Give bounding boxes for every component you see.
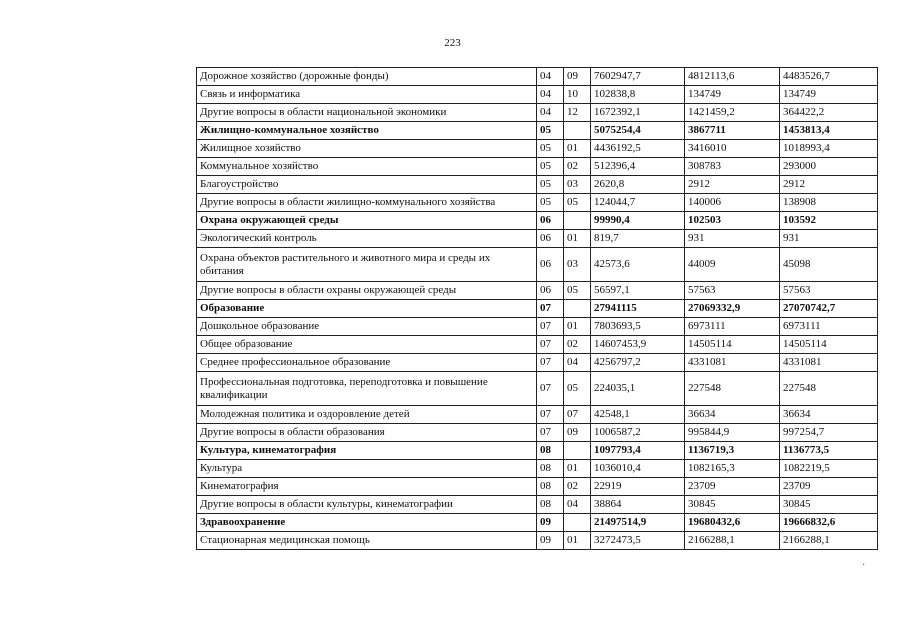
- cell-section: 07: [537, 406, 564, 424]
- cell-amount-2: 227548: [685, 372, 780, 406]
- cell-amount-2: 30845: [685, 496, 780, 514]
- cell-amount-3: 227548: [780, 372, 878, 406]
- cell-section: 05: [537, 122, 564, 140]
- cell-amount-2: 102503: [685, 212, 780, 230]
- cell-name: Другие вопросы в области охраны окружающей среды: [197, 282, 537, 300]
- cell-amount-1: 38864: [591, 496, 685, 514]
- cell-section: 05: [537, 158, 564, 176]
- cell-amount-1: 1006587,2: [591, 424, 685, 442]
- cell-section: 08: [537, 496, 564, 514]
- table-row: [197, 460, 878, 478]
- cell-subsection: 09: [564, 424, 591, 442]
- cell-amount-1: 3272473,5: [591, 532, 685, 550]
- cell-name: Благоустройство: [197, 176, 537, 194]
- cell-amount-2: 36634: [685, 406, 780, 424]
- cell-amount-3: 2166288,1: [780, 532, 878, 550]
- cell-subsection: [564, 514, 591, 532]
- table-section-row: [197, 122, 878, 140]
- cell-section: 04: [537, 86, 564, 104]
- cell-name: Жилищное хозяйство: [197, 140, 537, 158]
- cell-amount-1: 7803693,5: [591, 318, 685, 336]
- table-row: [197, 496, 878, 514]
- cell-amount-1: 1097793,4: [591, 442, 685, 460]
- cell-name: Образование: [197, 300, 537, 318]
- cell-section: 07: [537, 300, 564, 318]
- cell-amount-3: 57563: [780, 282, 878, 300]
- cell-subsection: 01: [564, 318, 591, 336]
- cell-section: 04: [537, 104, 564, 122]
- cell-section: 06: [537, 212, 564, 230]
- cell-amount-1: 42548,1: [591, 406, 685, 424]
- table-row: [197, 282, 878, 300]
- table-row: [197, 372, 878, 406]
- cell-amount-2: 2166288,1: [685, 532, 780, 550]
- cell-subsection: 05: [564, 194, 591, 212]
- cell-subsection: 01: [564, 532, 591, 550]
- cell-name: Кинематография: [197, 478, 537, 496]
- cell-name: Общее образование: [197, 336, 537, 354]
- cell-amount-1: 42573,6: [591, 248, 685, 282]
- budget-table: [196, 67, 878, 550]
- cell-amount-1: 2620,8: [591, 176, 685, 194]
- cell-section: 08: [537, 478, 564, 496]
- table-row: [197, 318, 878, 336]
- cell-amount-2: 931: [685, 230, 780, 248]
- scan-artifact: ·: [862, 560, 866, 571]
- cell-section: 09: [537, 532, 564, 550]
- cell-amount-3: 1136773,5: [780, 442, 878, 460]
- cell-amount-1: 7602947,7: [591, 68, 685, 86]
- cell-subsection: 04: [564, 496, 591, 514]
- table-section-row: [197, 300, 878, 318]
- cell-amount-3: 4483526,7: [780, 68, 878, 86]
- table-row: [197, 354, 878, 372]
- cell-amount-3: 1018993,4: [780, 140, 878, 158]
- cell-name: Дошкольное образование: [197, 318, 537, 336]
- table-section-row: [197, 514, 878, 532]
- cell-section: 05: [537, 176, 564, 194]
- cell-subsection: 01: [564, 230, 591, 248]
- cell-section: 08: [537, 460, 564, 478]
- cell-amount-3: 45098: [780, 248, 878, 282]
- cell-amount-3: 364422,2: [780, 104, 878, 122]
- cell-amount-1: 224035,1: [591, 372, 685, 406]
- table-row: [197, 230, 878, 248]
- cell-subsection: 05: [564, 282, 591, 300]
- cell-amount-3: 931: [780, 230, 878, 248]
- cell-amount-3: 19666832,6: [780, 514, 878, 532]
- cell-subsection: 01: [564, 460, 591, 478]
- cell-subsection: 10: [564, 86, 591, 104]
- table-row: [197, 532, 878, 550]
- table-row: [197, 336, 878, 354]
- cell-amount-1: 1036010,4: [591, 460, 685, 478]
- cell-amount-2: 3867711: [685, 122, 780, 140]
- cell-amount-3: 1453813,4: [780, 122, 878, 140]
- cell-amount-1: 56597,1: [591, 282, 685, 300]
- table-row: [197, 248, 878, 282]
- cell-section: 05: [537, 140, 564, 158]
- cell-amount-2: 3416010: [685, 140, 780, 158]
- table-row: [197, 86, 878, 104]
- cell-name: Коммунальное хозяйство: [197, 158, 537, 176]
- cell-amount-3: 1082219,5: [780, 460, 878, 478]
- cell-amount-1: 21497514,9: [591, 514, 685, 532]
- cell-subsection: 02: [564, 158, 591, 176]
- cell-subsection: [564, 442, 591, 460]
- cell-name: Другие вопросы в области культуры, кинематографии: [197, 496, 537, 514]
- cell-amount-2: 995844,9: [685, 424, 780, 442]
- cell-amount-1: 124044,7: [591, 194, 685, 212]
- cell-subsection: 04: [564, 354, 591, 372]
- cell-section: 08: [537, 442, 564, 460]
- cell-amount-2: 1136719,3: [685, 442, 780, 460]
- cell-section: 06: [537, 230, 564, 248]
- table-row: [197, 158, 878, 176]
- cell-amount-2: 44009: [685, 248, 780, 282]
- cell-amount-1: 4256797,2: [591, 354, 685, 372]
- cell-section: 09: [537, 514, 564, 532]
- cell-name: Профессиональная подготовка, переподготовка и повышение квалификации: [197, 372, 537, 406]
- cell-amount-2: 2912: [685, 176, 780, 194]
- cell-amount-1: 512396,4: [591, 158, 685, 176]
- cell-subsection: 12: [564, 104, 591, 122]
- cell-name: Дорожное хозяйство (дорожные фонды): [197, 68, 537, 86]
- cell-name: Другие вопросы в области образования: [197, 424, 537, 442]
- table-row: [197, 478, 878, 496]
- page-number: 223: [444, 37, 461, 49]
- cell-subsection: 05: [564, 372, 591, 406]
- cell-amount-3: 14505114: [780, 336, 878, 354]
- cell-amount-2: 4812113,6: [685, 68, 780, 86]
- cell-subsection: [564, 122, 591, 140]
- cell-subsection: 02: [564, 478, 591, 496]
- cell-amount-3: 997254,7: [780, 424, 878, 442]
- cell-amount-1: 102838,8: [591, 86, 685, 104]
- cell-subsection: 03: [564, 176, 591, 194]
- cell-amount-3: 23709: [780, 478, 878, 496]
- cell-amount-1: 14607453,9: [591, 336, 685, 354]
- cell-subsection: 02: [564, 336, 591, 354]
- cell-name: Другие вопросы в области жилищно-коммунального хозяйства: [197, 194, 537, 212]
- cell-section: 07: [537, 336, 564, 354]
- cell-amount-3: 30845: [780, 496, 878, 514]
- table-row: [197, 424, 878, 442]
- cell-amount-2: 134749: [685, 86, 780, 104]
- cell-amount-3: 103592: [780, 212, 878, 230]
- cell-name: Охрана окружающей среды: [197, 212, 537, 230]
- cell-subsection: 07: [564, 406, 591, 424]
- cell-subsection: [564, 300, 591, 318]
- table-row: [197, 104, 878, 122]
- cell-name: Здравоохранение: [197, 514, 537, 532]
- cell-amount-3: 4331081: [780, 354, 878, 372]
- cell-section: 07: [537, 372, 564, 406]
- cell-section: 07: [537, 354, 564, 372]
- cell-amount-2: 19680432,6: [685, 514, 780, 532]
- cell-amount-3: 36634: [780, 406, 878, 424]
- cell-amount-3: 2912: [780, 176, 878, 194]
- table-row: [197, 68, 878, 86]
- cell-amount-3: 27070742,7: [780, 300, 878, 318]
- table-row: [197, 140, 878, 158]
- cell-name: Жилищно-коммунальное хозяйство: [197, 122, 537, 140]
- cell-section: 05: [537, 194, 564, 212]
- cell-amount-2: 1421459,2: [685, 104, 780, 122]
- cell-amount-2: 57563: [685, 282, 780, 300]
- cell-subsection: [564, 212, 591, 230]
- cell-amount-2: 4331081: [685, 354, 780, 372]
- cell-amount-1: 1672392,1: [591, 104, 685, 122]
- cell-name: Культура: [197, 460, 537, 478]
- table-row: [197, 406, 878, 424]
- cell-name: Охрана объектов растительного и животного мира и среды их обитания: [197, 248, 537, 282]
- cell-section: 06: [537, 282, 564, 300]
- table-row: [197, 194, 878, 212]
- cell-amount-2: 1082165,3: [685, 460, 780, 478]
- cell-name: Другие вопросы в области национальной экономики: [197, 104, 537, 122]
- cell-amount-2: 140006: [685, 194, 780, 212]
- table-section-row: [197, 212, 878, 230]
- cell-section: 07: [537, 424, 564, 442]
- cell-amount-1: 27941115: [591, 300, 685, 318]
- cell-amount-1: 4436192,5: [591, 140, 685, 158]
- table-section-row: [197, 442, 878, 460]
- cell-name: Экологический контроль: [197, 230, 537, 248]
- cell-name: Стационарная медицинская помощь: [197, 532, 537, 550]
- cell-name: Среднее профессиональное образование: [197, 354, 537, 372]
- cell-section: 04: [537, 68, 564, 86]
- cell-name: Молодежная политика и оздоровление детей: [197, 406, 537, 424]
- cell-amount-2: 27069332,9: [685, 300, 780, 318]
- cell-amount-2: 6973111: [685, 318, 780, 336]
- cell-amount-1: 5075254,4: [591, 122, 685, 140]
- cell-name: Связь и информатика: [197, 86, 537, 104]
- cell-name: Культура, кинематография: [197, 442, 537, 460]
- cell-subsection: 09: [564, 68, 591, 86]
- budget-table-body: [197, 68, 878, 550]
- cell-amount-3: 6973111: [780, 318, 878, 336]
- cell-subsection: 03: [564, 248, 591, 282]
- cell-amount-3: 293000: [780, 158, 878, 176]
- cell-amount-1: 819,7: [591, 230, 685, 248]
- cell-section: 07: [537, 318, 564, 336]
- cell-section: 06: [537, 248, 564, 282]
- cell-amount-3: 138908: [780, 194, 878, 212]
- cell-amount-2: 308783: [685, 158, 780, 176]
- cell-amount-2: 14505114: [685, 336, 780, 354]
- cell-amount-3: 134749: [780, 86, 878, 104]
- cell-amount-2: 23709: [685, 478, 780, 496]
- cell-amount-1: 22919: [591, 478, 685, 496]
- cell-subsection: 01: [564, 140, 591, 158]
- table-row: [197, 176, 878, 194]
- cell-amount-1: 99990,4: [591, 212, 685, 230]
